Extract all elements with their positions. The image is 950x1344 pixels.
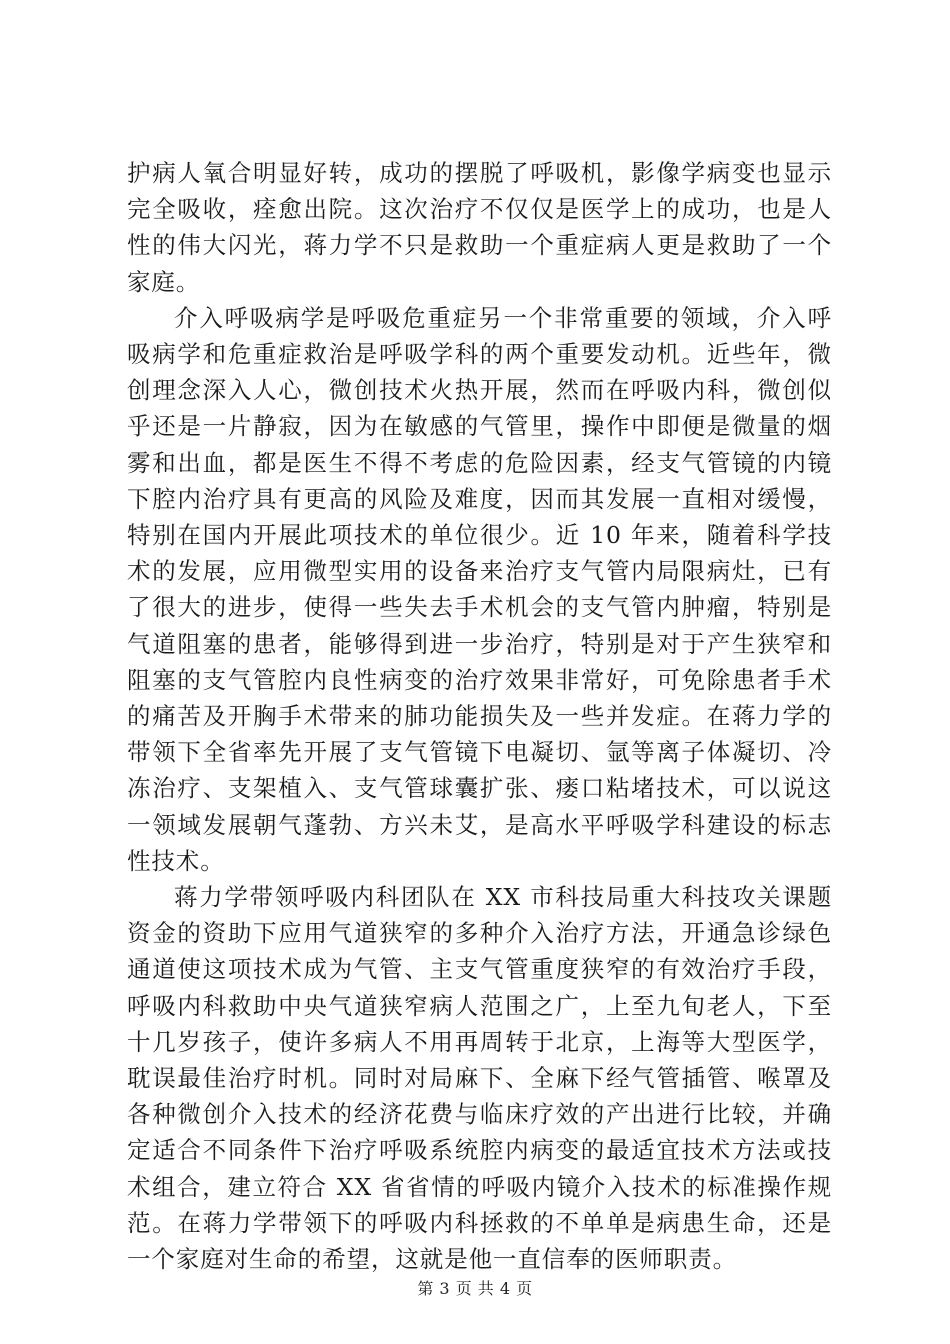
paragraph-airway-stenosis-team: 蒋力学带领呼吸内科团队在 XX 市科技局重大科技攻关课题资金的资助下应用气道狭窄的多种介入治疗方法，开通急诊绿色通道使这项技术成为气管、主支气管重度狭窄的有效治疗手段，呼吸内科救助中央气道狭窄病人范围之广，上至九旬老人，下至十几岁孩子，使许多病人不用再周转于北京，上海等大型医学，耽误最佳治疗时机。同时对局麻下、全麻下经气管插管、喉罩及各种微创介入技术的经济花费与临床疗效的产出进行比较，并确定适合不同条件下治疗呼吸系统腔内病变的最适宜技术方法或技术组合，建立符合 XX 省省情的呼吸内镜介入技术的标准操作规范。在蒋力学带领下的呼吸内科拯救的不单单是病患生命，还是一个家庭对生命的希望，这就是他一直信奉的医师职责。 — [127, 883, 832, 1274]
page-number-footer: 第 3 页 共 4 页 — [417, 1279, 533, 1298]
paragraph-continued: 护病人氧合明显好转，成功的摆脱了呼吸机，影像学病变也显示完全吸收，痊愈出院。这次治疗不仅仅是医学上的成功，也是人性的伟大闪光，蒋力学不只是救助一个重症病人更是救助了一个家庭。 — [127, 159, 832, 296]
document-body — [127, 155, 832, 1277]
paragraph-interventional-pulmonology: 介入呼吸病学是呼吸危重症另一个非常重要的领域，介入呼吸病学和危重症救治是呼吸学科的两个重要发动机。近些年，微创理念深入人心，微创技术火热开展，然而在呼吸内科，微创似乎还是一片静寂，因为在敏感的气管里，操作中即便是微量的烟雾和出血，都是医生不得不考虑的危险因素，经支气管镜的内镜下腔内治疗具有更高的风险及难度，因而其发展一直相对缓慢，特别在国内开展此项技术的单位很少。近 10 年来，随着科学技术的发展，应用微型实用的设备来治疗支气管内局限病灶，已有了很大的进步，使得一些失去手术机会的支气管内肿瘤，特别是气道阻塞的患者，能够得到进一步治疗，特别是对于产生狭窄和阻塞的支气管腔内良性病变的治疗效果非常好，可免除患者手术的痛苦及开胸手术带来的肺功能损失及一些并发症。在蒋力学的带领下全省率先开展了支气管镜下电凝切、氩等离子体凝切、冷冻治疗、支架植入、支气管球囊扩张、瘘口粘堵技术，可以说这一领域发展朝气蓬勃、方兴未艾，是高水平呼吸学科建设的标志性技术。 — [127, 303, 832, 875]
